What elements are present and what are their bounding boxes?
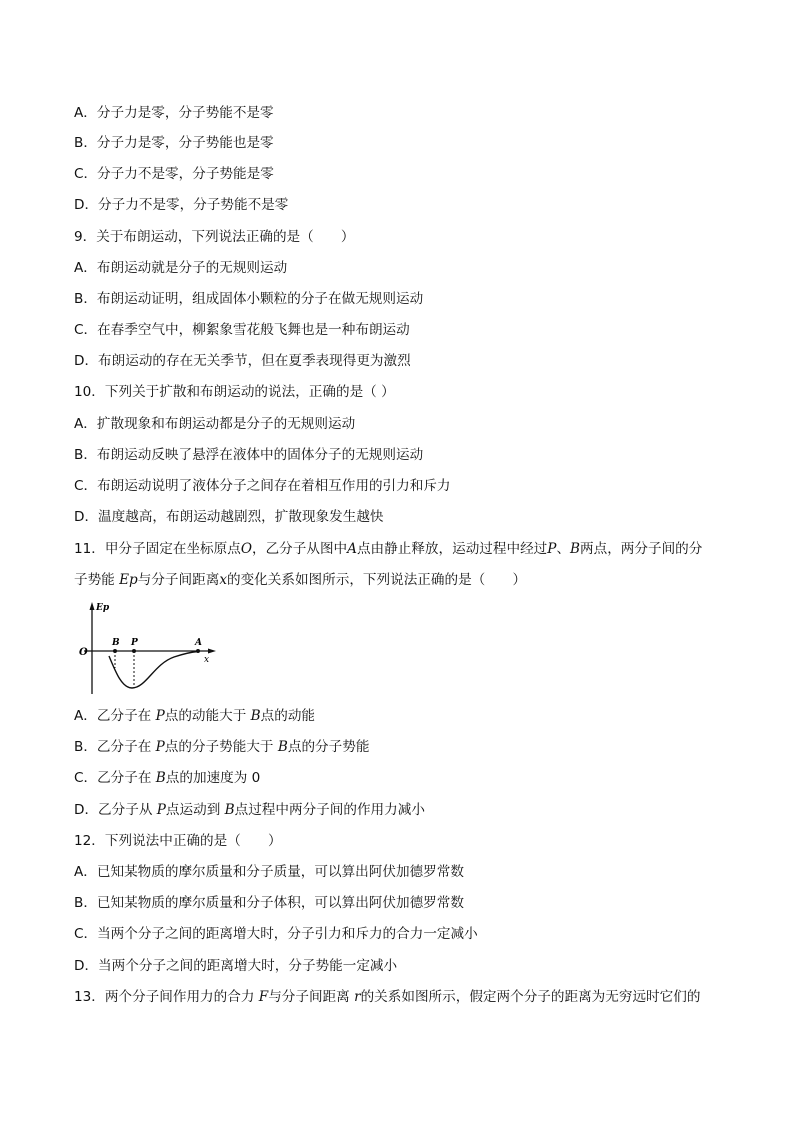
q11-stem-line-2: 子势能 Ep与分子间距离x的变化关系如图所示，下列说法正确的是（ ） <box>74 572 527 588</box>
q11-option-a: A．乙分子在 P点的动能大于 B点的动能 <box>74 708 316 724</box>
point-p-label: P <box>131 638 138 648</box>
q12-option-d: D．当两个分子之间的距离增大时，分子势能一定减小 <box>74 958 398 974</box>
q8-option-c: C．分子力不是零，分子势能是零 <box>74 166 274 182</box>
q12-option-a: A．已知某物质的摩尔质量和分子质量，可以算出阿伏加德罗常数 <box>74 864 464 880</box>
q9-stem: 9．关于布朗运动，下列说法正确的是（ ） <box>74 229 355 245</box>
q11-option-c: C．乙分子在 B点的加速度为 0 <box>74 770 261 786</box>
q9-option-b: B．布朗运动证明，组成固体小颗粒的分子在做无规则运动 <box>74 291 424 307</box>
x-axis-arrow <box>208 649 216 654</box>
point-a-marker <box>196 649 200 653</box>
q8-option-d: D．分子力不是零，分子势能不是零 <box>74 197 289 213</box>
q8-option-a: A．分子力是零，分子势能不是零 <box>74 105 274 121</box>
y-axis-arrow <box>90 602 95 610</box>
origin-label: O <box>79 647 88 658</box>
potential-energy-graph <box>74 598 224 698</box>
point-a-label: A <box>195 638 202 648</box>
point-p-marker <box>132 649 136 653</box>
q10-option-b: B．布朗运动反映了悬浮在液体中的固体分子的无规则运动 <box>74 447 424 463</box>
y-axis-label: Ep <box>96 603 110 613</box>
q13-stem: 13．两个分子间作用力的合力 F与分子间距离 r的关系如图所示，假定两个分子的距离为无穷远时它们的 <box>74 989 701 1005</box>
q11-stem-line-1: 11．甲分子固定在坐标原点O，乙分子从图中A点由静止释放，运动过程中经过P、B两点，两分子间的分 <box>74 541 703 557</box>
q9-option-a: A．布朗运动就是分子的无规则运动 <box>74 260 288 276</box>
q10-option-a: A．扩散现象和布朗运动都是分子的无规则运动 <box>74 416 356 432</box>
q10-option-d: D．温度越高，布朗运动越剧烈，扩散现象发生越快 <box>74 509 384 525</box>
q11-option-b: B．乙分子在 P点的分子势能大于 B点的分子势能 <box>74 739 370 755</box>
point-b-label: B <box>112 638 120 648</box>
q10-option-c: C．布朗运动说明了液体分子之间存在着相互作用的引力和斥力 <box>74 478 451 494</box>
point-b-marker <box>113 649 117 653</box>
q12-option-b: B．已知某物质的摩尔质量和分子体积，可以算出阿伏加德罗常数 <box>74 895 464 911</box>
q9-option-c: C．在春季空气中，柳絮象雪花般飞舞也是一种布朗运动 <box>74 322 410 338</box>
q10-stem: 10．下列关于扩散和布朗运动的说法，正确的是（ ） <box>74 384 395 400</box>
potential-energy-curve <box>109 652 198 689</box>
q11-option-d: D．乙分子从 P点运动到 B点过程中两分子间的作用力减小 <box>74 802 425 818</box>
q9-option-d: D．布朗运动的存在无关季节，但在夏季表现得更为激烈 <box>74 353 411 369</box>
q8-option-b: B．分子力是零，分子势能也是零 <box>74 135 274 151</box>
x-axis-label: x <box>204 655 210 665</box>
q12-option-c: C．当两个分子之间的距离增大时，分子引力和斥力的合力一定减小 <box>74 926 478 942</box>
q12-stem: 12．下列说法中正确的是（ ） <box>74 833 282 849</box>
